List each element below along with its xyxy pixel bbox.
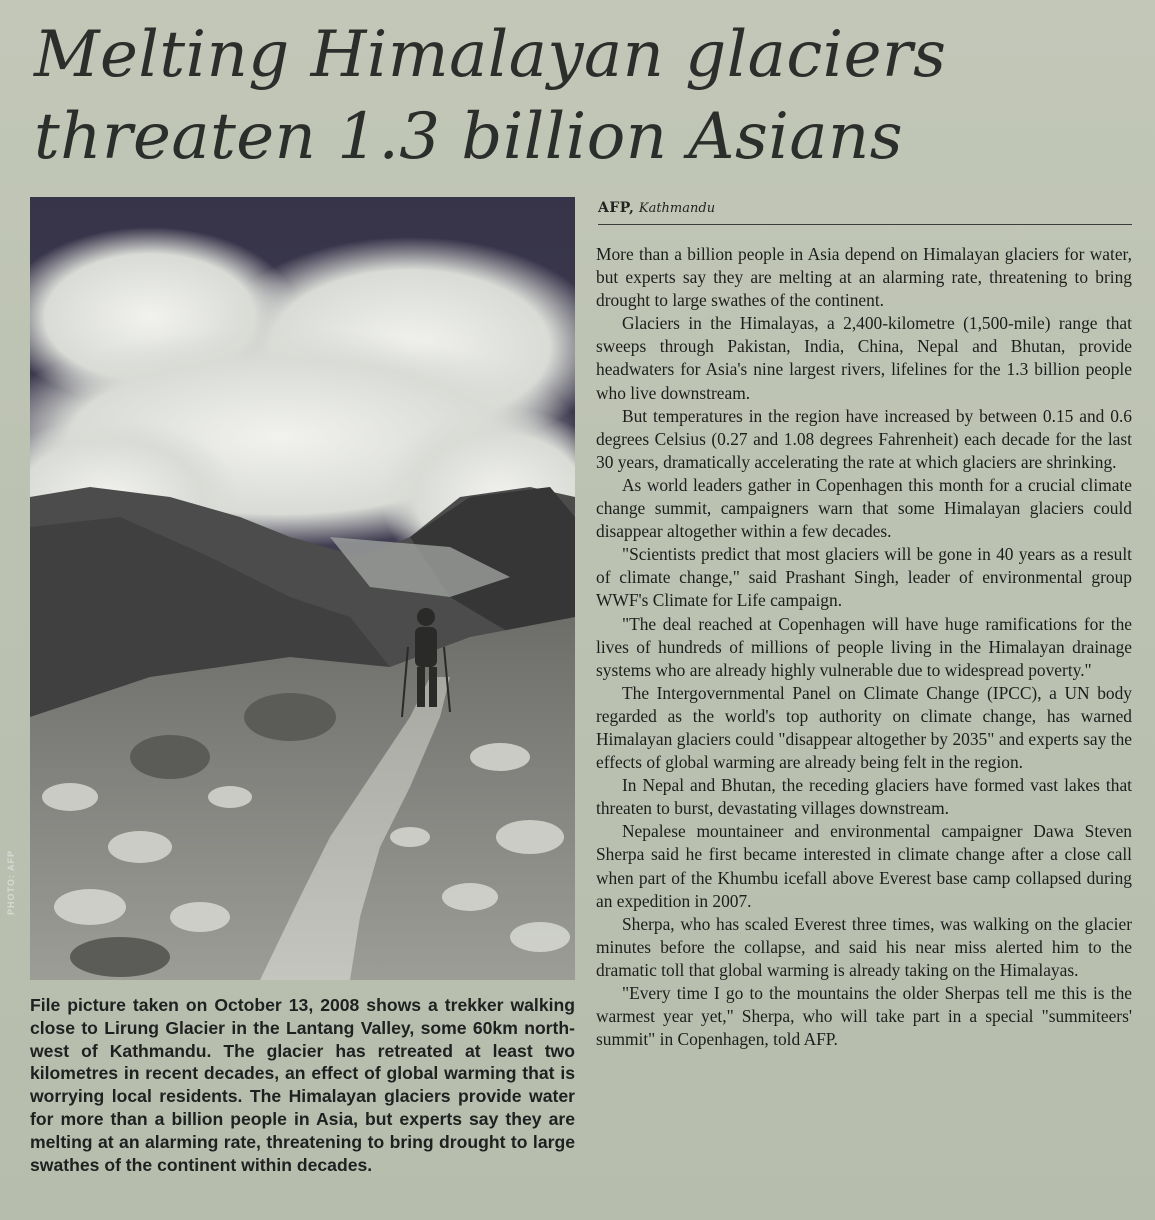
dateline — [598, 200, 1132, 225]
article-paragraph: Sherpa, who has scaled Everest three times, was walking on the glacier minutes before the collapse, and said his near miss alerted him to the dramatic toll that global warming is already taking on the Himalayas. — [596, 913, 1132, 980]
article-paragraph: "Scientists predict that most glaciers will be gone in 40 years as a result of climate change," said Prashant Singh, leader of environmental group WWF's Climate for Life campaign. — [596, 544, 1132, 611]
article-body — [596, 243, 1132, 1051]
article-paragraph: "Every time I go to the mountains the older Sherpas tell me this is the warmest year yet," Sherpa, who will take part in a special "summiteers' summit" in Copenhagen, told AFP. — [596, 983, 1132, 1050]
article-paragraph: More than a billion people in Asia depend on Himalayan glaciers for water, but experts say they are melting at an alarming rate, threatening to bring drought to large swathes of the continent. — [596, 244, 1132, 311]
article-paragraph: The Intergovernmental Panel on Climate Change (IPCC), a UN body regarded as the world's top authority on climate change, has warned Himalayan glaciers could "disappear altogether by 2035" and experts say the effects of global warming are already being felt in the region. — [596, 682, 1132, 773]
article-paragraph: Nepalese mountaineer and environmental campaigner Dawa Steven Sherpa said he first became interested in climate change after a close call when part of the Khumbu icefall above Everest base camp collapsed during an expedition in 2007. — [596, 821, 1132, 911]
glacier-photo-illustration — [30, 197, 575, 980]
photo-caption: File picture taken on October 13, 2008 shows a trekker walking close to Lirung Glacier in the Lantang Valley, some 60km north-west of Kathmandu. The glacier has retreated at least two kilometres in recent decades, an effect of global warming that is worrying local residents. The Himalayan glaciers provide water for more than a billion people in Asia, but experts say they are melting at an alarming rate, threatening to bring drought to large swathes of the continent within decades. — [30, 995, 575, 1175]
article-paragraph: As world leaders gather in Copenhagen this month for a crucial climate change summit, campaigners warn that some Himalayan glaciers could disappear altogether within a few decades. — [596, 474, 1132, 542]
dateline-agency: AFP, — [598, 200, 635, 216]
article-paragraph: But temperatures in the region have increased by between 0.15 and 0.6 degrees Celsius (0.27 and 1.08 degrees Fahrenheit) each decade for the last 30 years, dramatically accelerating the rate at which glaciers are shrinking. — [596, 405, 1132, 472]
article-paragraph: "The deal reached at Copenhagen will have huge ramifications for the lives of hundreds of millions of people living in the Himalayan drainage systems who are already highly vulnerable due to widespread poverty." — [596, 613, 1132, 680]
glacier-photo — [30, 197, 575, 980]
dateline-place: Kathmandu — [638, 201, 716, 216]
article-paragraph: In Nepal and Bhutan, the receding glaciers have formed vast lakes that threaten to burst, devastating villages downstream. — [596, 775, 1132, 819]
photo-credit: PHOTO: AFP — [6, 849, 16, 915]
headline: Melting Himalayan glaciers threaten 1.3 billion Asians — [34, 18, 947, 174]
article-paragraph: Glaciers in the Himalayas, a 2,400-kilometre (1,500-mile) range that sweeps through Pakistan, India, China, Nepal and Bhutan, provide headwaters for Asia's nine largest rivers, lifelines for the 1.3 billion people who live downstream. — [596, 313, 1132, 403]
